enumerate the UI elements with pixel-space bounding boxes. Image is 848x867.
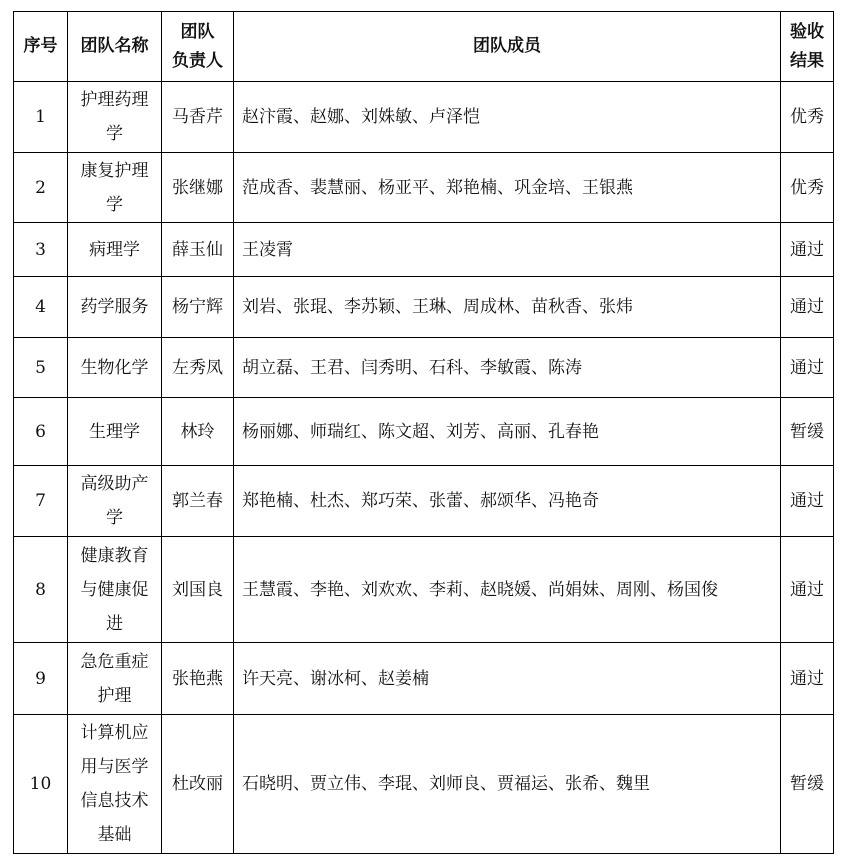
table-row xyxy=(14,153,834,223)
row-team-name: 健康教育 与健康促 进 xyxy=(68,537,162,643)
row-leader: 薛玉仙 xyxy=(162,223,234,277)
row-result: 通过 xyxy=(781,537,834,643)
row-team-name: 高级助产 学 xyxy=(68,466,162,537)
row-members: 石晓明、贾立伟、李琨、刘师良、贾福运、张希、魏里 xyxy=(234,715,781,854)
row-team-name: 计算机应 用与医学 信息技术 基础 xyxy=(68,715,162,854)
row-index: 1 xyxy=(14,82,68,153)
header-index: 序号 xyxy=(14,12,68,82)
row-result: 优秀 xyxy=(781,82,834,153)
row-index: 7 xyxy=(14,466,68,537)
row-members: 范成香、裴慧丽、杨亚平、郑艳楠、巩金培、王银燕 xyxy=(234,153,781,223)
row-leader: 郭兰春 xyxy=(162,466,234,537)
row-index: 3 xyxy=(14,223,68,277)
table-row xyxy=(14,277,834,338)
row-team-name: 康复护理 学 xyxy=(68,153,162,223)
row-result: 优秀 xyxy=(781,153,834,223)
row-members: 刘岩、张琨、李苏颖、王琳、周成林、苗秋香、张炜 xyxy=(234,277,781,338)
row-result: 暂缓 xyxy=(781,398,834,466)
row-team-name: 急危重症 护理 xyxy=(68,643,162,715)
row-index: 4 xyxy=(14,277,68,338)
row-leader: 林玲 xyxy=(162,398,234,466)
table-row xyxy=(14,338,834,398)
row-leader: 刘国良 xyxy=(162,537,234,643)
row-result: 通过 xyxy=(781,277,834,338)
row-members: 许天亮、谢冰柯、赵姜楠 xyxy=(234,643,781,715)
table-row xyxy=(14,223,834,277)
row-leader: 左秀凤 xyxy=(162,338,234,398)
row-members: 王凌霄 xyxy=(234,223,781,277)
header-row xyxy=(14,12,834,82)
row-leader: 杨宁辉 xyxy=(162,277,234,338)
table-row xyxy=(14,643,834,715)
row-result: 通过 xyxy=(781,338,834,398)
row-members: 赵汴霞、赵娜、刘姝敏、卢泽恺 xyxy=(234,82,781,153)
row-result: 通过 xyxy=(781,223,834,277)
row-leader: 杜改丽 xyxy=(162,715,234,854)
header-team-name: 团队名称 xyxy=(68,12,162,82)
row-team-name: 生理学 xyxy=(68,398,162,466)
row-team-name: 生物化学 xyxy=(68,338,162,398)
table-row xyxy=(14,82,834,153)
row-leader: 张艳燕 xyxy=(162,643,234,715)
row-leader: 张继娜 xyxy=(162,153,234,223)
table-row xyxy=(14,715,834,854)
row-index: 10 xyxy=(14,715,68,854)
table-row xyxy=(14,466,834,537)
row-result: 暂缓 xyxy=(781,715,834,854)
row-index: 8 xyxy=(14,537,68,643)
header-members: 团队成员 xyxy=(234,12,781,82)
row-index: 9 xyxy=(14,643,68,715)
row-leader: 马香芹 xyxy=(162,82,234,153)
row-members: 郑艳楠、杜杰、郑巧荣、张蕾、郝颂华、冯艳奇 xyxy=(234,466,781,537)
row-index: 6 xyxy=(14,398,68,466)
row-team-name: 药学服务 xyxy=(68,277,162,338)
row-result: 通过 xyxy=(781,466,834,537)
header-leader: 团队 负责人 xyxy=(162,12,234,82)
table-row xyxy=(14,398,834,466)
row-members: 王慧霞、李艳、刘欢欢、李莉、赵晓媛、尚娟妹、周刚、杨国俊 xyxy=(234,537,781,643)
row-result: 通过 xyxy=(781,643,834,715)
row-members: 杨丽娜、师瑞红、陈文超、刘芳、高丽、孔春艳 xyxy=(234,398,781,466)
row-team-name: 病理学 xyxy=(68,223,162,277)
table-row xyxy=(14,537,834,643)
header-result: 验收 结果 xyxy=(781,12,834,82)
row-members: 胡立磊、王君、闫秀明、石科、李敏霞、陈涛 xyxy=(234,338,781,398)
row-team-name: 护理药理 学 xyxy=(68,82,162,153)
row-index: 5 xyxy=(14,338,68,398)
team-acceptance-table xyxy=(13,11,834,854)
row-index: 2 xyxy=(14,153,68,223)
